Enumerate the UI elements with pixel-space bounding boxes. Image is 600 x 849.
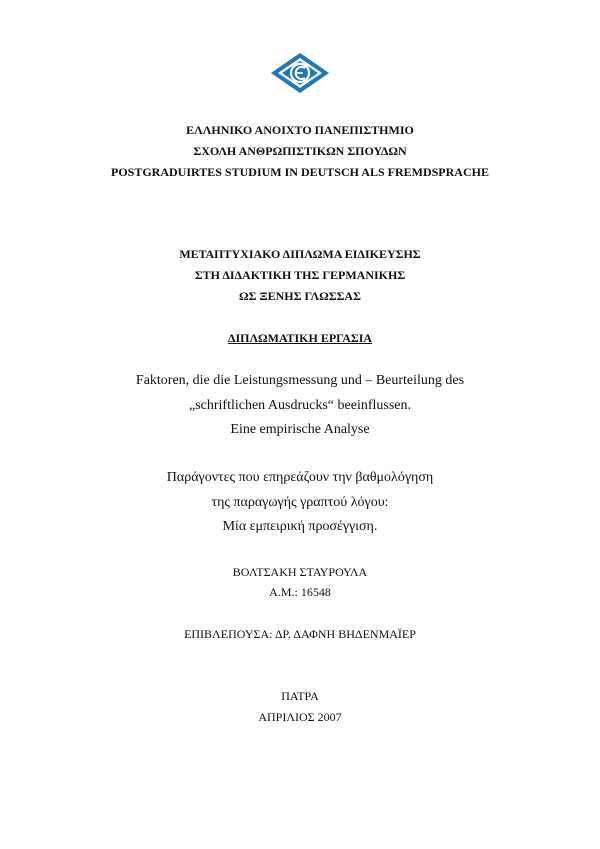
author-id: Α.Μ.: 16548 (269, 585, 331, 599)
program-name: POSTGRADUIRTES STUDIUM IN DEUTSCH ALS FREMDSPRACHE (111, 165, 489, 179)
university-logo-icon (270, 52, 330, 94)
supervisor: ΕΠΙΒΛΕΠΟΥΣΑ: ΔΡ. ΔΑΦΝΗ ΒΗΔΕΝΜΑΪΕΡ (184, 627, 416, 641)
author-name: ΒΟΛΤΣΑΚΗ ΣΤΑΥΡΟΥΛΑ (232, 565, 368, 579)
date: ΑΠΡΙΛΙΟΣ 2007 (258, 710, 342, 724)
degree-line-3: ΩΣ ΞΕΝΗΣ ΓΛΩΣΣΑΣ (239, 289, 361, 303)
place: ΠΑΤΡΑ (281, 689, 319, 703)
thesis-label: ΔΙΠΛΩΜΑΤΙΚΗ ΕΡΓΑΣΙΑ (227, 331, 373, 345)
title-de-line-3: Eine empirische Analyse (230, 422, 370, 437)
title-de-line-2: „schriftlichen Ausdrucks“ beeinflussen. (189, 398, 411, 413)
university-name: ΕΛΛΗΝΙΚΟ ΑΝΟΙΧΤΟ ΠΑΝΕΠΙΣΤΗΜΙΟ (186, 123, 414, 137)
title-el-line-2: της παραγωγής γραπτού λόγου: (211, 495, 389, 510)
title-el-line-1: Παράγοντες που επηρεάζουν την βαθμολόγηση (166, 470, 434, 485)
school-name: ΣΧΟΛΗ ΑΝΘΡΩΠΙΣΤΙΚΩΝ ΣΠΟΥΔΩΝ (193, 144, 407, 158)
title-de-line-1: Faktoren, die die Leistungsmessung und – Beurteilung des (135, 373, 465, 388)
degree-line-1: ΜΕΤΑΠΤΥΧΙΑΚΟ ΔΙΠΛΩΜΑ ΕΙΔΙΚΕΥΣΗΣ (179, 247, 421, 261)
degree-line-2: ΣΤΗ ΔΙΔΑΚΤΙΚΗ ΤΗΣ ΓΕΡΜΑΝΙΚΗΣ (194, 268, 406, 282)
title-el-line-3: Μία εμπειρική προσέγγιση. (222, 519, 378, 534)
